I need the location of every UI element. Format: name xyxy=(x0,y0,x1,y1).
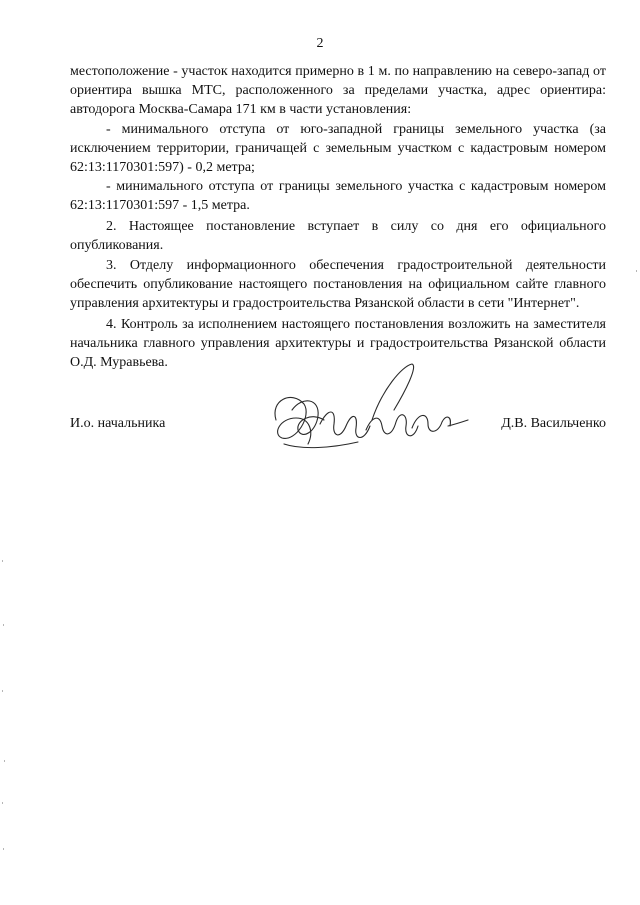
paragraph-setback-southwest: - минимального отступа от юго-западной границы земельного участка (за исключением территории, граничащей с земельным участком с кадастровым номером 62:13:1170301:597) - 0,2 метра; xyxy=(70,121,606,176)
paragraph-setback-boundary: - минимального отступа от границы земельного участка с кадастровым номером 62:13:1170301:597 - 1,5 метра. xyxy=(70,179,606,214)
page-number: 2 xyxy=(316,36,324,51)
paragraph-control: 4. Контроль за исполнением настоящего постановления возложить на заместителя начальника главного управления архитектуры и градостроительства Рязанской области О.Д. Муравьева. xyxy=(70,316,606,371)
signatory-name: Д.В. Васильченко xyxy=(501,416,606,431)
paragraph-publication: 3. Отделу информационного обеспечения градостроительной деятельности обеспечить опубликование настоящего постановления на официальном сайте главного управления архитектуры и градостроительства Рязанской области в сети "Интернет". xyxy=(70,258,606,312)
paragraph-effective-date: 2. Настоящее постановление вступает в силу со дня его официального опубликования. xyxy=(70,218,606,253)
paragraph-location: местоположение - участок находится примерно в 1 м. по направлению на северо-запад от ориентира вышка МТС, расположенного за пределами участка, адрес ориентира: автодорога Москва-Самара 171 км в части установления: xyxy=(70,64,606,118)
signatory-title: И.о. начальника xyxy=(70,416,166,431)
